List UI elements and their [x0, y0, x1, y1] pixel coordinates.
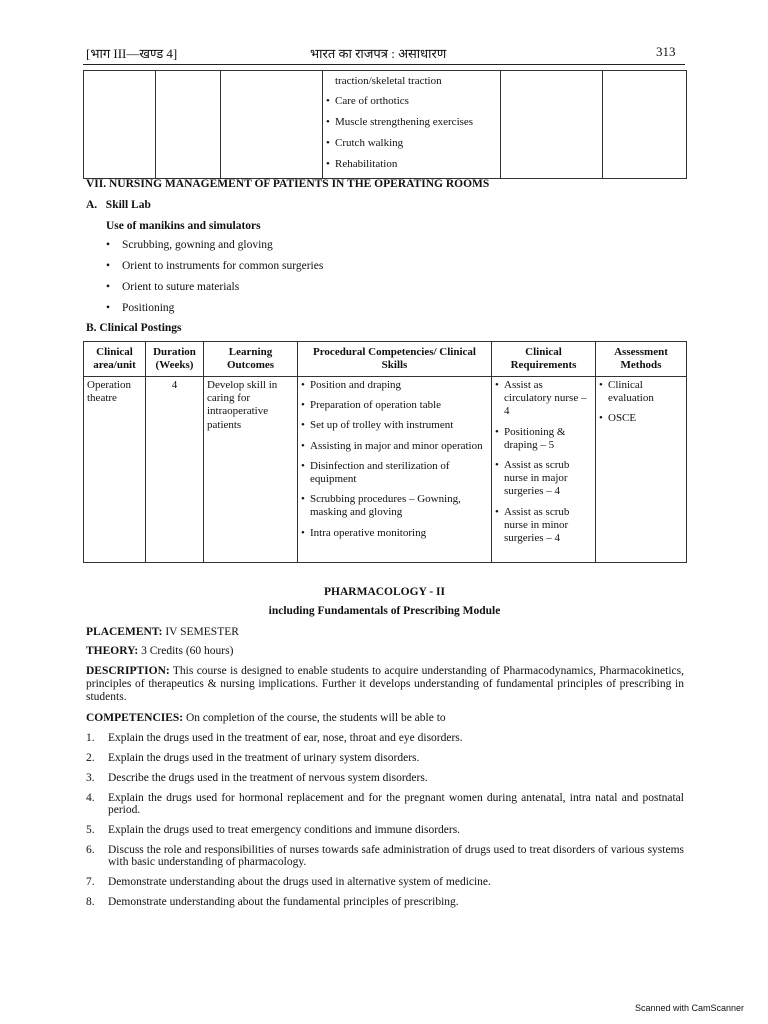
skills-list: [301, 379, 488, 540]
item-number: 5.: [86, 824, 95, 836]
placement-label: PLACEMENT:: [86, 626, 163, 638]
clinical-postings-table: [83, 341, 687, 563]
skill-lab-list: [86, 235, 323, 319]
col-header: Learning Outcomes: [204, 342, 298, 377]
requirements-list: [495, 379, 592, 545]
item-number: 8.: [86, 896, 95, 908]
methods-list: [599, 379, 683, 426]
item-number: 2.: [86, 752, 95, 764]
item-text: Demonstrate understanding about the drugs used in alternative system of medicine.: [108, 876, 491, 888]
empty-cell: [84, 71, 156, 179]
list-item: [86, 732, 684, 744]
competencies-list: [86, 732, 684, 916]
continuation-line: traction/skeletal traction: [335, 75, 442, 87]
item-text: Demonstrate understanding about the fundamental principles of prescribing.: [108, 896, 459, 908]
skill-lab-heading: A. Skill Lab: [86, 199, 151, 211]
skills-cell: [298, 377, 492, 563]
pharmacology-title: PHARMACOLOGY - II: [324, 586, 445, 598]
empty-cell: [156, 71, 221, 179]
list-item: [86, 876, 684, 888]
item-text: Explain the drugs used to treat emergency conditions and immune disorders.: [108, 824, 461, 836]
list-item: [86, 772, 684, 784]
list-item: • Set up of trolley with instrument: [301, 419, 488, 432]
description-text: This course is designed to enable students to acquire understanding of Pharmacodynamics, Pharmacokinetics, principles of therapeutics & nursing implications. Further it develops understanding of fundamental principles of prescribing in students.: [86, 665, 685, 703]
manikins-heading: Use of manikins and simulators: [106, 220, 261, 232]
skills-continuation-list: [326, 91, 497, 175]
empty-cell: [501, 71, 603, 179]
item-text: Explain the drugs used for hormonal replacement and for the pregnant women during antenatal, intra natal and postnatal period.: [108, 792, 684, 816]
area-cell: Operation theatre: [84, 377, 146, 563]
theory-value: 3 Credits (60 hours): [141, 645, 234, 657]
col-header: Duration (Weeks): [146, 342, 204, 377]
competencies-label: COMPETENCIES:: [86, 712, 184, 724]
list-item: • Orient to suture materials: [86, 277, 323, 298]
methods-cell: [596, 377, 687, 563]
requirements-cell: [492, 377, 596, 563]
item-number: 1.: [86, 732, 95, 744]
theory-label: THEORY:: [86, 645, 139, 657]
header-rule: [83, 64, 685, 65]
list-item: • Position and draping: [301, 379, 488, 392]
item-text: Discuss the role and responsibilities of nurses towards safe administration of drugs used to treat disorders of various systems with basic understanding of pharmacology.: [108, 844, 684, 868]
list-item: [86, 752, 684, 764]
list-item: • Scrubbing procedures – Gowning, masking and gloving: [301, 493, 488, 519]
col-header: Assessment Methods: [596, 342, 687, 377]
competencies-line: [86, 712, 446, 724]
competencies-intro: On completion of the course, the students will be able to: [186, 712, 446, 724]
list-item: • OSCE: [599, 412, 683, 425]
placement-value: IV SEMESTER: [165, 626, 239, 638]
list-item: • Preparation of operation table: [301, 399, 488, 412]
list-item: • Assist as scrub nurse in minor surgeries – 4: [495, 506, 592, 546]
col-header: Procedural Competencies/ Clinical Skills: [298, 342, 492, 377]
list-item: [86, 844, 684, 868]
list-item: • Scrubbing, gowning and gloving: [86, 235, 323, 256]
description-label: DESCRIPTION:: [86, 665, 170, 677]
placement-line: [86, 626, 239, 638]
item-number: 4.: [86, 792, 95, 804]
list-item: • Assist as scrub nurse in major surgeries – 4: [495, 459, 592, 499]
description-paragraph: [86, 665, 684, 704]
theory-line: [86, 645, 233, 657]
list-item: • Muscle strengthening exercises: [326, 112, 497, 133]
clinical-postings-heading: B. Clinical Postings: [86, 322, 182, 334]
list-item: • Positioning: [86, 298, 323, 319]
empty-cell: [221, 71, 323, 179]
empty-cell: [603, 71, 687, 179]
header-gazette-title: भारत का राजपत्र : असाधारण: [310, 46, 447, 61]
list-item: • Intra operative monitoring: [301, 527, 488, 540]
list-item: • Assisting in major and minor operation: [301, 440, 488, 453]
item-number: 7.: [86, 876, 95, 888]
list-item: • Orient to instruments for common surgeries: [86, 256, 323, 277]
duration-cell: 4: [146, 377, 204, 563]
list-item: • Rehabilitation: [326, 154, 497, 175]
item-number: 6.: [86, 844, 95, 856]
list-item: • Positioning & draping – 5: [495, 426, 592, 452]
scanner-watermark: Scanned with CamScanner: [634, 1003, 744, 1013]
list-item: • Disinfection and sterilization of equipment: [301, 460, 488, 486]
item-number: 3.: [86, 772, 95, 784]
list-item: • Clinical evaluation: [599, 379, 683, 405]
header-part-label: [भाग III—खण्ड 4]: [86, 46, 178, 61]
item-text: Describe the drugs used in the treatment of nervous system disorders.: [108, 772, 428, 784]
page-number: 313: [656, 44, 676, 59]
col-header: Clinical Requirements: [492, 342, 596, 377]
list-item: [86, 792, 684, 816]
list-item: • Care of orthotics: [326, 91, 497, 112]
item-text: Explain the drugs used in the treatment of urinary system disorders.: [108, 752, 420, 764]
continuation-table: [83, 70, 687, 179]
list-item: • Assist as circulatory nurse – 4: [495, 379, 592, 419]
item-text: Explain the drugs used in the treatment of ear, nose, throat and eye disorders.: [108, 732, 463, 744]
list-item: • Crutch walking: [326, 133, 497, 154]
list-item: [86, 824, 684, 836]
list-item: [86, 896, 684, 908]
col-header: Clinical area/unit: [84, 342, 146, 377]
pharmacology-subtitle: including Fundamentals of Prescribing Module: [268, 605, 501, 617]
skills-continuation-cell: [323, 71, 501, 179]
section-vii-title: VII. NURSING MANAGEMENT OF PATIENTS IN THE OPERATING ROOMS: [86, 178, 490, 190]
outcomes-cell: Develop skill in caring for intraoperative patients: [204, 377, 298, 563]
